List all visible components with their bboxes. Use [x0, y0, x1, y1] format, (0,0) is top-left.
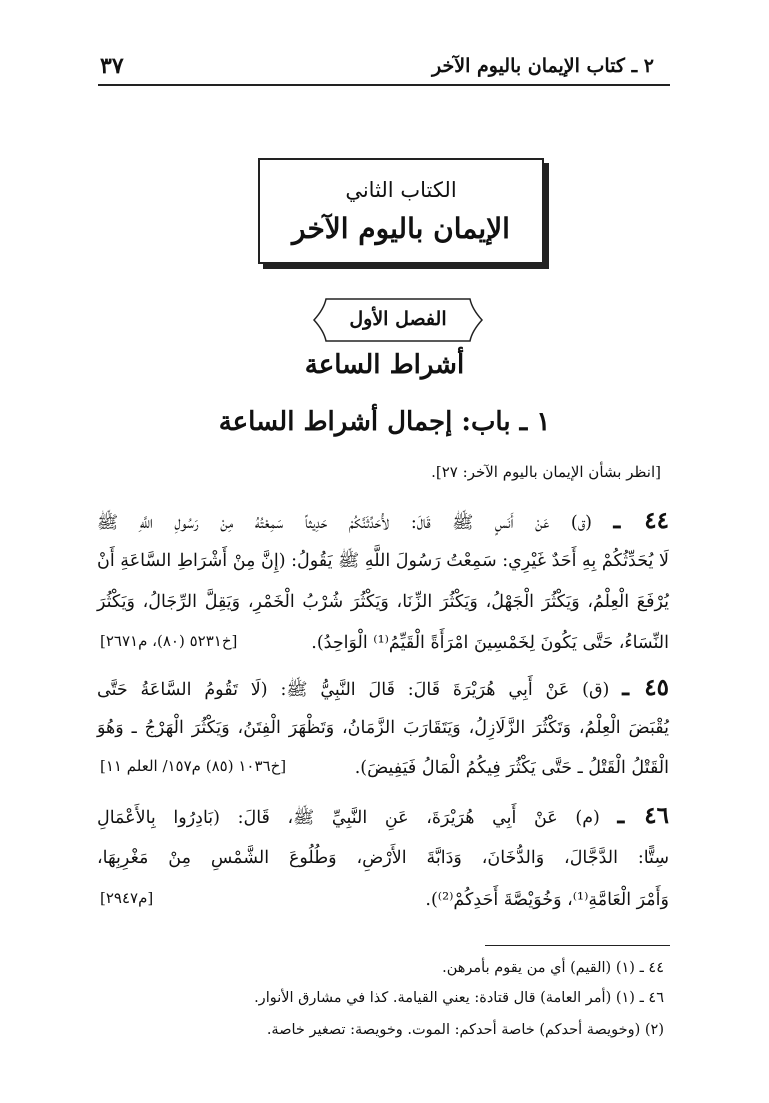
hadith-46-line-3: وَأَمْرَ الْعَامَّةِ⁽¹⁾، وَخُوَيْصَّةَ أَحَدِكُمْ⁽²⁾). [425, 890, 669, 910]
chapter-label-frame [312, 297, 484, 343]
hadith-45-line-2: يُقْبَضَ الْعِلْمُ، وَتَكْثُرَ الزَّلَازِلُ، وَيَتَقَارَبَ الزَّمَانُ، وَتَظْهَرَ الْفِتَنُ، وَيَكْثُرَ الْهَرْجُ ـ وَهُوَ [97, 718, 669, 738]
footnote: ٤٦ ـ (١) (أمر العامة) قال قتادة: يعني القيامة. كذا في مشارق الأنوار. [254, 990, 664, 1006]
book-number: الكتاب الثاني [345, 178, 457, 202]
running-header-title: ٢ ـ كتاب الإيمان باليوم الآخر [432, 55, 654, 77]
chapter-title: أشراط الساعة [304, 350, 465, 380]
header-rule [98, 84, 670, 86]
hadith-45-citation: [خ١٠٣٦ (٨٥) م١٥٧/ العلم ١١] [100, 757, 287, 775]
cross-reference-note: [انظر بشأن الإيمان باليوم الآخر: ٢٧]. [431, 463, 661, 481]
chapter-label: الفصل الأول [349, 308, 447, 330]
book-title: الإيمان باليوم الآخر [292, 212, 510, 245]
footnote: ٤٤ ـ (١) (القيم) أي من يقوم بأمرهن. [442, 960, 664, 976]
hadith-45-line-3: الْقَتْلُ الْقَتْلُ ـ حَتَّى يَكْثُرَ فِيكُمُ الْمَالُ فَيَفِيضَ). [354, 758, 669, 778]
hadith-44-line-3: يُرْفَعَ الْعِلْمُ، وَيَكْثُرَ الْجَهْلُ، وَيَكْثُرَ الزِّنَا، وَيَكْثُرَ شُرْبُ الْخَمْرِ، وَيَقِلَّ الرِّجَالُ، وَيَكْثُرَ [97, 592, 669, 612]
footnote-rule [485, 945, 670, 946]
hadith-number: ٤٤ ـ [613, 507, 669, 534]
hadith-46-citation: [م٢٩٤٧] [100, 889, 154, 907]
hadith-46-line-1: ٤٦ ـ (م) عَنْ أَبِي هُرَيْرَةَ، عَنِ النَّبِيِّ ﷺ، قَالَ: (بَادِرُوا بِالأَعْمَالِ [97, 802, 669, 829]
hadith-44-line-1: ٤٤ ـ (ق) عَنْ أَنَسٍ ﷺ قَالَ: لأُحَدِّثَنَّكُمْ حَدِيثاً سَمِعْتُهُ مِنْ رَسُولِ اللَّهِ ﷺ [97, 507, 669, 534]
hadith-44-line-2: لَا يُحَدِّثُكُمْ بِهِ أَحَدٌ غَيْرِي: سَمِعْتُ رَسُولَ اللَّهِ ﷺ يَقُولُ: (إِنَّ مِنْ أَشْرَاطِ السَّاعَةِ أَنْ [97, 551, 669, 571]
hadith-number: ٤٦ ـ [617, 802, 669, 829]
book-title-box [258, 158, 544, 264]
hadith-46-line-2: سِتًّا: الدَّجَّالَ، وَالدُّخَانَ، وَدَابَّةَ الأَرْضِ، وَطُلُوعَ الشَّمْسِ مِنْ مَغْرِبِهَا، [97, 848, 669, 868]
section-heading: ١ ـ باب: إجمال أشراط الساعة [218, 407, 551, 437]
footnote: (٢) (وخويصة أحدكم) خاصة أحدكم: الموت. وخويصة: تصغير خاصة. [266, 1022, 664, 1038]
hadith-44-citation: [خ٥٢٣١ (٨٠)، م٢٦٧١] [100, 632, 238, 650]
hadith-44-line-4: النِّسَاءُ، حَتَّى يَكُونَ لِخَمْسِينَ امْرَأَةً الْقَيِّمُ⁽¹⁾ الْوَاحِدُ). [311, 633, 669, 653]
page-number: ٣٧ [100, 53, 124, 79]
hadith-45-line-1: ٤٥ ـ (ق) عَنْ أَبِي هُرَيْرَةَ قَالَ: قَالَ النَّبِيُّ ﷺ: (لَا تَقُومُ السَّاعَةُ حَتَّى [97, 674, 669, 701]
hadith-number: ٤٥ ـ [622, 674, 669, 701]
